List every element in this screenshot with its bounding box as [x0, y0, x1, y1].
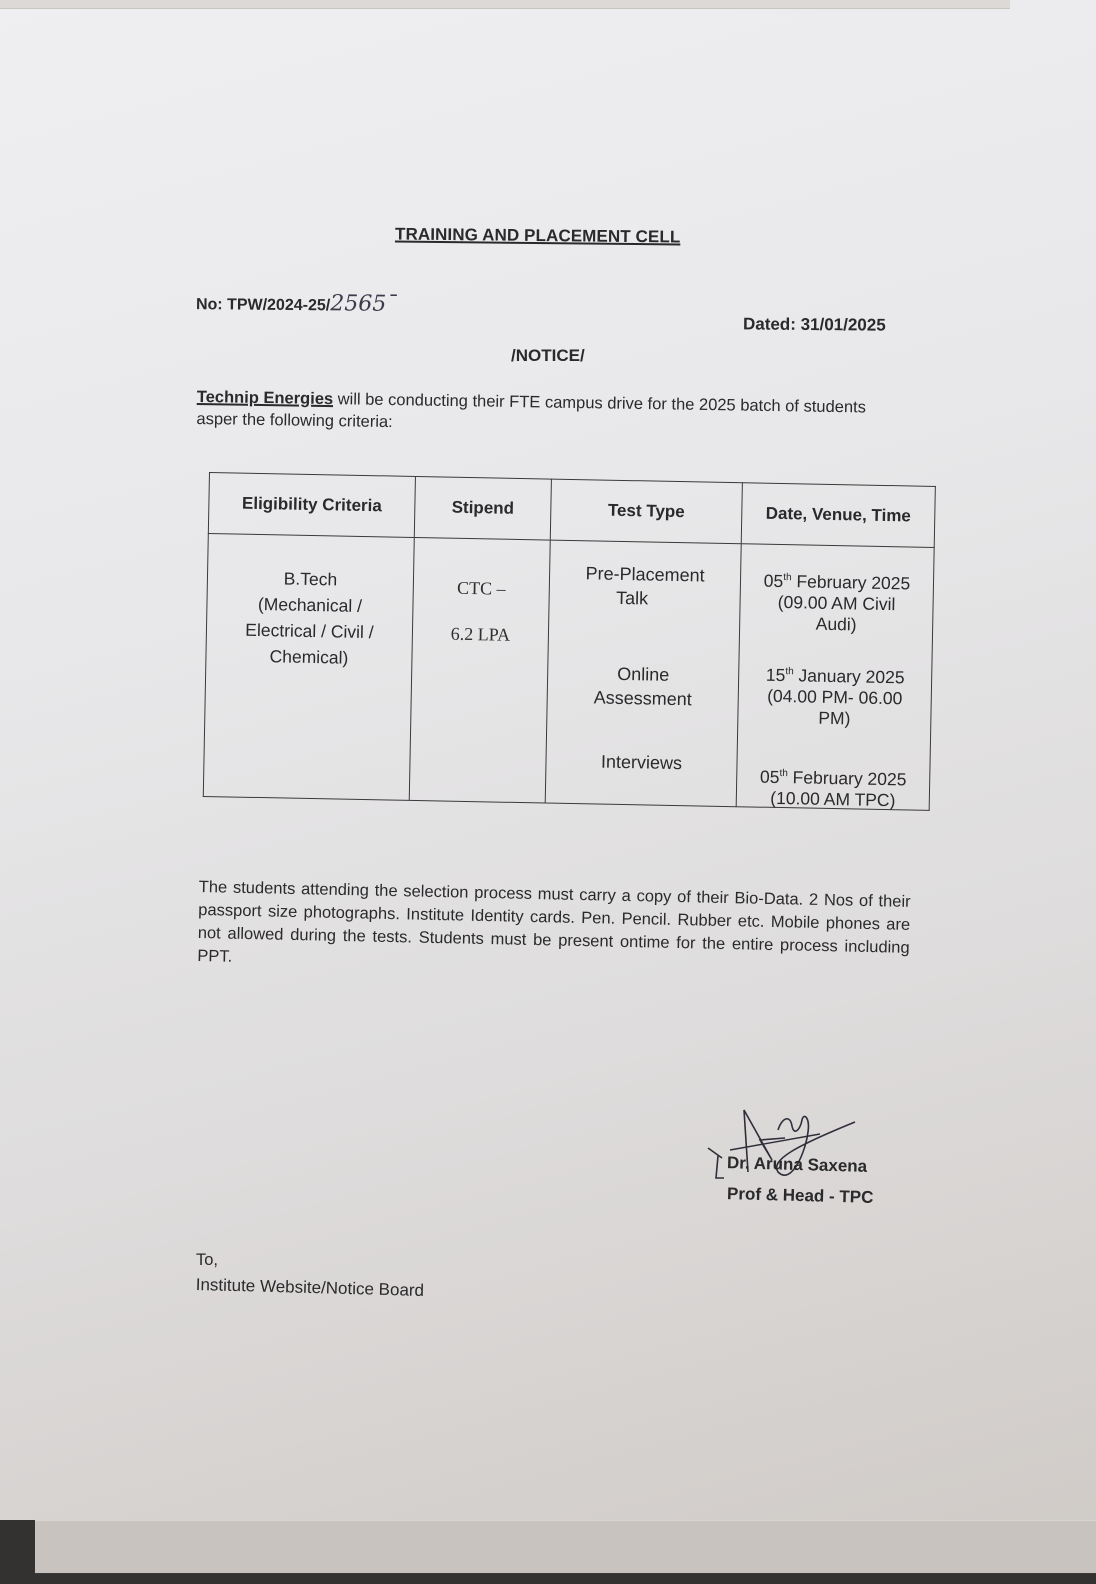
schedule-cell [736, 544, 934, 811]
schedule-detail: (10.00 AM TPC) [770, 787, 896, 811]
schedule-detail: (09.00 AM Civil [777, 591, 896, 615]
schedule-date: 15th January 2025 [765, 664, 905, 688]
handwritten-dash: ¯ [386, 291, 398, 317]
to-label: To, [196, 1251, 219, 1269]
header-eligibility: Eligibility Criteria [208, 473, 415, 538]
reference-label: No: TPW/2024-25/ [195, 296, 331, 315]
company-name: Technip Energies [196, 387, 334, 409]
test-type-line: Assessment [593, 687, 692, 710]
paper-top-edge [0, 0, 1010, 9]
reference-handwritten-number: 2565 [330, 291, 387, 317]
stipend-label: CTC – [456, 577, 506, 599]
criteria-table-wrapper [203, 472, 936, 811]
signatory-title: Prof & Head - TPC [726, 1184, 874, 1207]
table-row [203, 533, 934, 810]
test-type-item [546, 749, 736, 777]
schedule-date: 05th February 2025 [759, 766, 907, 790]
test-type-item [548, 661, 739, 713]
notice-heading: /NOTICE/ [511, 346, 585, 365]
schedule-detail: Audi) [815, 613, 857, 635]
criteria-table [203, 472, 936, 811]
schedule-item [738, 660, 931, 731]
test-type-line: Talk [615, 587, 649, 609]
eligibility-line: Chemical) [269, 646, 349, 668]
signatory-name: Dr. Aruna Saxena [726, 1153, 868, 1176]
eligibility-line: Electrical / Civil / [245, 619, 374, 643]
header-date-venue-time: Date, Venue, Time [741, 483, 935, 548]
test-type-item [549, 561, 740, 613]
signature-icon [700, 1100, 870, 1190]
header-test-type: Test Type [550, 479, 742, 544]
schedule-date: 05th February 2025 [763, 570, 911, 594]
eligibility-line: B.Tech [283, 568, 338, 590]
to-recipient: Institute Website/Notice Board [195, 1275, 425, 1300]
notice-date: Dated: 31/01/2025 [742, 314, 886, 335]
eligibility-line: (Mechanical / [257, 593, 363, 616]
reference-number [196, 290, 397, 317]
header-stipend: Stipend [414, 476, 551, 540]
test-type-line: Online [616, 663, 670, 685]
schedule-detail: PM) [818, 707, 851, 729]
test-type-cell [545, 540, 741, 807]
schedule-detail: (04.00 PM- 06.00 [767, 685, 903, 709]
background-surface-bottom [0, 1574, 1096, 1584]
eligibility-cell [203, 533, 414, 800]
underlying-paper-sheet [35, 1520, 1096, 1573]
schedule-item [737, 762, 930, 812]
schedule-item [740, 566, 933, 637]
stipend-value: 6.2 LPA [450, 623, 511, 645]
test-type-line: Interviews [600, 751, 683, 774]
test-type-line: Pre-Placement [585, 563, 705, 586]
office-title: TRAINING AND PLACEMENT CELL [394, 224, 681, 247]
stipend-cell [409, 537, 550, 803]
instructions-paragraph: The students attending the selection process must carry a copy of their Bio-Data. 2 Nos of their passport size photographs. Institute Identity cards. Pen. Pencil. Rubber etc. Mobile phones are not allowed during the tests. Students must be present ontime for the entire process including PPT. [197, 877, 911, 966]
intro-text: will be conducting their FTE campus drive for the 2025 batch of students asper the following criteria: [196, 390, 867, 432]
